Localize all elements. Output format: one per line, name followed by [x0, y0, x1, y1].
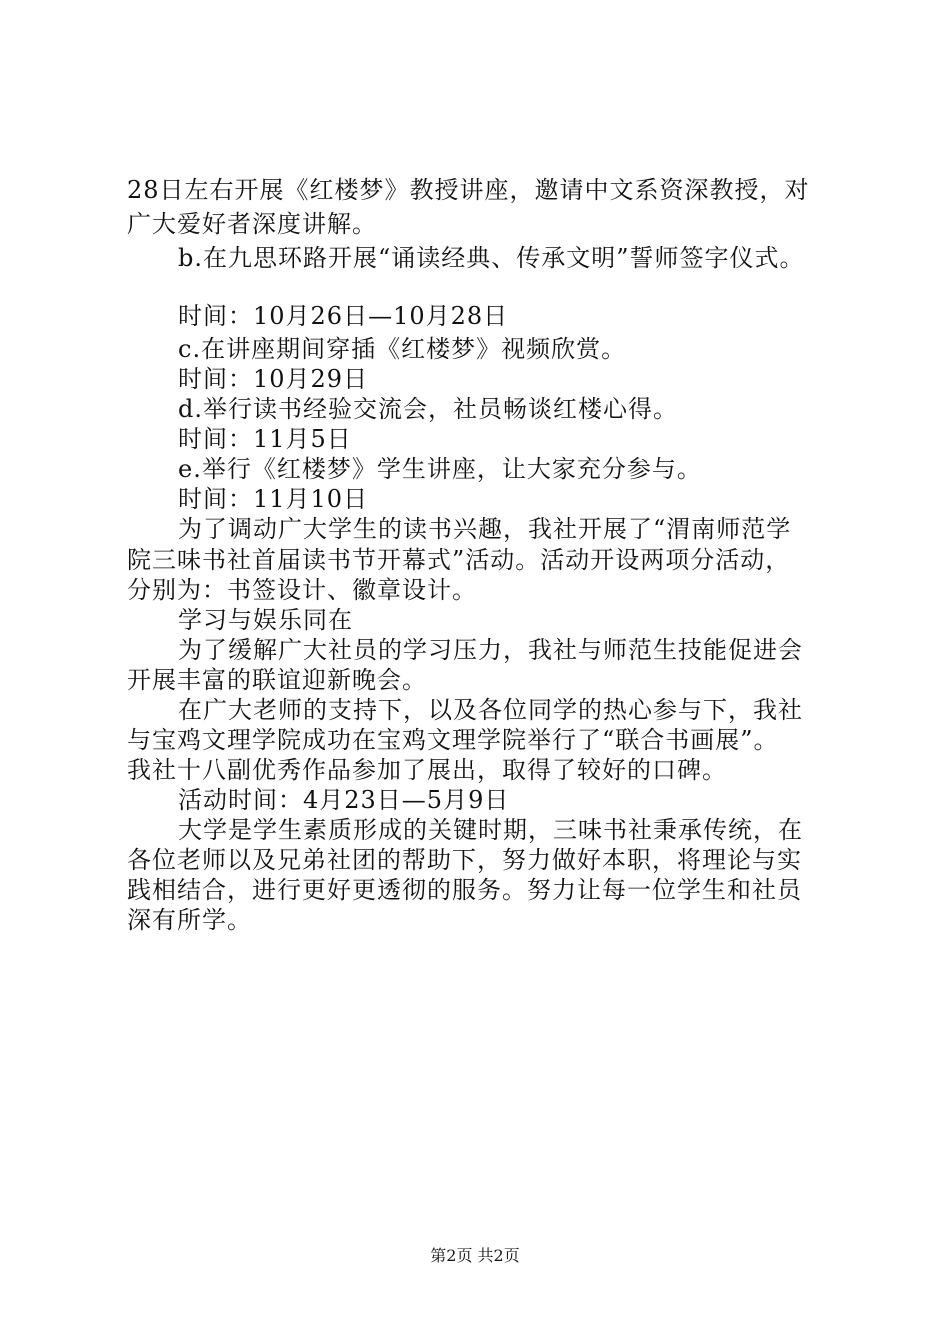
body-line: 分别为：书签设计、徽章设计。: [127, 576, 477, 604]
body-line: 在广大老师的支持下，以及各位同学的热心参与下，我社: [178, 696, 803, 724]
body-line: 学习与娱乐同在: [178, 606, 353, 634]
body-line: 28日左右开展《红楼梦》教授讲座，邀请中文系资深教授，对: [127, 176, 810, 204]
body-line: 时间：10月26日—10月28日: [178, 302, 509, 330]
body-line: 与宝鸡文理学院成功在宝鸡文理学院举行了“联合书画展”。: [127, 726, 779, 754]
body-line: 广大爱好者深度讲解。: [127, 210, 377, 238]
body-line: 深有所学。: [127, 906, 252, 934]
body-line: b.在九思环路开展“诵读经典、传承文明”誓师签字仪式。: [178, 244, 805, 272]
body-line: 时间：10月29日: [178, 365, 369, 393]
body-line: 为了调动广大学生的读书兴趣，我社开展了“渭南师范学: [178, 515, 792, 543]
body-line: 各位老师以及兄弟社团的帮助下，努力做好本职，将理论与实: [127, 846, 802, 874]
body-line: 院三味书社首届读书节开幕式”活动。活动开设两项分活动，: [127, 546, 791, 574]
body-line: d.举行读书经验交流会，社员畅谈红楼心得。: [178, 395, 678, 423]
page-number-footer: 第2页 共2页: [430, 1246, 520, 1265]
body-line: 为了缓解广大社员的学习压力，我社与师范生技能促进会: [178, 636, 803, 664]
body-line: 时间：11月10日: [178, 485, 369, 513]
body-line: 大学是学生素质形成的关键时期，三味书社秉承传统，在: [178, 816, 803, 844]
body-line: 时间：11月5日: [178, 425, 352, 453]
body-line: 践相结合，进行更好更透彻的服务。努力让每一位学生和社员: [127, 876, 802, 904]
body-line: 我社十八副优秀作品参加了展出，取得了较好的口碑。: [127, 756, 727, 784]
body-line: 活动时间：4月23日—5月9日: [178, 786, 510, 814]
body-line: e.举行《红楼梦》学生讲座，让大家充分参与。: [178, 455, 702, 483]
body-line: 开展丰富的联谊迎新晚会。: [127, 666, 427, 694]
body-line: c.在讲座期间穿插《红楼梦》视频欣赏。: [178, 335, 627, 363]
